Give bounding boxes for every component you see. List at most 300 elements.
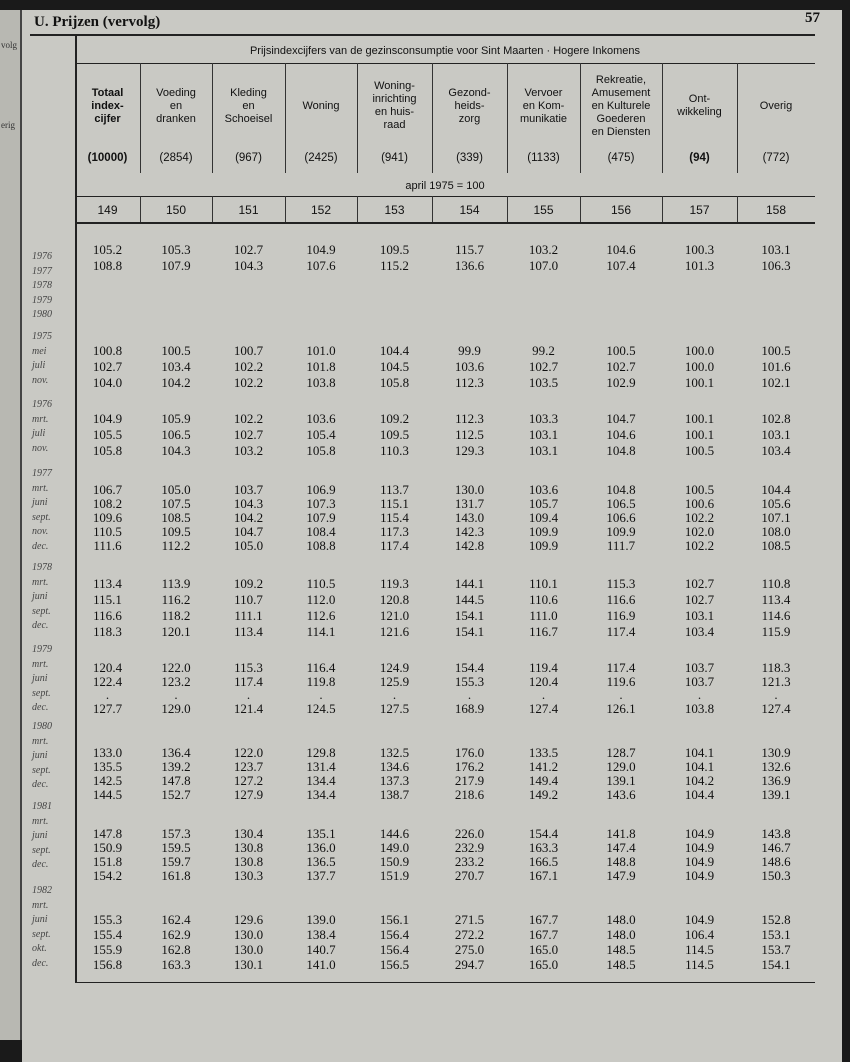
row-label: mei [32,345,47,357]
table-cell: 148.8 [606,854,636,869]
table-cell: 103.6 [454,359,485,374]
row-label: 1978 [32,562,52,573]
table-cell: . [246,687,251,702]
table-cell: 110.6 [529,592,558,607]
column-weight: (2425) [304,152,338,164]
table-cell: 119.8 [306,673,336,689]
table-cell: 136.4 [161,745,191,760]
table-cell: 105.8 [306,443,336,458]
table-cell: 114.5 [685,942,714,957]
table-cell: 108.0 [761,524,791,539]
table-cell: 105.8 [92,443,123,458]
row-label: dec. [32,779,49,790]
table-cell: 168.9 [454,700,485,716]
column-header [212,87,285,126]
table-cell: 108.4 [306,524,336,539]
table-cell: 143.8 [761,826,791,841]
table-cell: 115.1 [380,496,409,511]
table-cell: 103.1 [684,608,715,623]
table-cell: 116.7 [529,624,558,639]
column-header-line: Amusement [591,86,651,99]
table-cell: 121.3 [761,673,791,689]
table-cell: 150.3 [761,868,791,883]
table-cell: 127.7 [92,700,123,716]
table-cell: 114.1 [306,624,336,639]
table-cell: 101.3 [684,258,715,273]
column-header-line: zorg [458,112,481,125]
row-label: mrt. [32,658,49,670]
table-cell: 104.3 [161,443,191,458]
table-cell: 104.4 [379,343,410,358]
table-cell: 134.6 [379,759,410,774]
table-cell: 116.2 [161,592,191,607]
table-cell: 112.3 [455,375,484,390]
column-weight: (10000) [87,152,128,164]
row-label-group [32,330,52,388]
table-cell: 104.3 [233,258,264,273]
table-cell: 113.4 [761,592,791,607]
base-period: april 1975 = 100 [405,180,485,192]
table-cell: 106.9 [306,482,336,497]
table-cell: 129.3 [454,443,485,458]
table-cell: 117.4 [380,538,409,553]
column-number: 151 [238,203,259,217]
table-cell: 106.5 [606,496,636,511]
table-cell: 144.5 [454,592,485,607]
table-cell: 233.2 [454,854,485,869]
column-header-line: en [242,99,255,112]
table-cell: 115.3 [234,660,263,675]
column-weight: (772) [762,152,790,164]
table-cell: 275.0 [454,942,485,957]
previous-page-edge [0,10,22,1040]
column-header-line: Ont- [688,93,711,105]
table-cell: 102.0 [684,524,715,539]
table-cell: 102.2 [233,375,264,390]
table-cell: 167.1 [528,868,559,883]
row-label: mrt. [32,482,49,494]
table-cell: 144.6 [379,826,410,841]
row-label: nov. [32,374,49,386]
column-header-line: Woning [302,99,340,112]
table-cell: 109.2 [233,576,264,591]
row-label-group [32,643,52,716]
table-cell: 144.5 [92,787,123,802]
table-cell: 100.0 [684,359,715,374]
table-cell: 103.3 [528,411,559,426]
table-cell: 117.4 [234,673,263,689]
column-weight: (967) [235,152,262,164]
table-cell: 118.3 [761,660,791,675]
table-cell: 122.4 [92,673,123,689]
table-cell: 112.5 [455,427,484,442]
table-cell: 156.8 [92,957,123,972]
table-cell: 118.2 [161,608,191,623]
table-cell: 294.7 [454,957,485,972]
row-label: nov. [32,442,49,454]
table-cell: 103.8 [684,700,715,716]
table-cell: 104.3 [233,496,264,511]
table-cell: 112.6 [306,608,336,623]
table-cell: 133.0 [92,745,123,760]
table-cell: 130.8 [233,840,264,855]
table-cell: 102.7 [528,359,559,374]
table-cell: 110.7 [234,592,263,607]
table-cell: 103.7 [684,660,715,675]
row-label-group [32,398,52,456]
table-cell: 100.5 [161,343,191,358]
table-cell: 114.5 [685,957,714,972]
column-number: 149 [97,203,118,217]
table-cell: 103.7 [233,482,264,497]
table-cell: 129.8 [306,745,336,760]
row-label: 1981 [32,801,52,812]
table-cell: 102.1 [761,375,791,390]
table-cell: 102.7 [606,359,636,374]
table-cell: 102.2 [233,411,264,426]
row-label: sept. [32,605,51,617]
table-cell: 106.5 [161,427,191,442]
row-label: okt. [32,943,47,954]
table-cell: 117.4 [606,624,636,639]
table-cell: 105.4 [306,427,336,442]
table-cell: 150.9 [92,840,123,855]
table-cell: 147.9 [606,868,636,883]
table-cell: 107.9 [161,258,191,273]
table-cell: 130.8 [233,854,264,869]
table-cell: 104.0 [92,375,123,390]
row-label: dec. [32,957,49,969]
table-cell: 166.5 [528,854,559,869]
table-cell: 105.0 [233,538,264,553]
column-number: 157 [689,203,710,217]
table-cell: 153.7 [761,942,791,957]
table-cell: 110.8 [761,576,791,591]
table-cell: 148.5 [606,957,636,972]
table-cell: 107.0 [528,258,559,273]
table-cell: 110.1 [529,576,558,591]
table-cell: 108.8 [306,538,336,553]
table-cell: 149.2 [528,787,559,802]
row-label: 1977 [32,265,52,277]
table-cell: 116.4 [306,660,336,675]
table-cell: 106.6 [606,510,636,525]
table-cell: 107.3 [306,496,336,511]
table-cell: 162.4 [161,912,191,927]
page-number: 57 [805,10,820,26]
table-cell: . [174,687,178,702]
table-cell: 106.3 [761,258,791,273]
row-label: sept. [32,687,51,699]
row-label: mrt. [32,815,49,827]
table-cell: 119.4 [529,660,558,675]
table-cell: 132.5 [379,745,410,760]
table-cell: 105.6 [761,496,791,511]
table-cell: 117.4 [606,660,636,675]
table-cell: 103.5 [528,375,559,390]
table-cell: . [619,687,623,702]
table-cell: 146.7 [761,840,791,855]
column-header-line: Kleding [230,86,267,99]
table-cell: 138.4 [306,927,336,942]
row-label: 1975 [32,331,52,342]
table-cell: 120.4 [528,673,559,689]
table-cell: 104.8 [606,482,636,497]
table-cell: 139.1 [761,787,791,802]
table-cell: 101.6 [761,359,791,374]
table-cell: 162.9 [161,927,191,942]
fragment: erig [1,120,15,130]
row-label: nov. [32,526,49,537]
table-cell: 100.1 [684,427,715,442]
table-cell: 167.7 [528,927,559,942]
column-header-line: Vervoer [524,86,563,99]
column-header [140,87,212,126]
table-cell: 103.1 [528,427,559,442]
table-cell: 155.3 [92,912,123,927]
table-cell: 103.8 [306,375,336,390]
table-cell: 154.1 [761,957,791,972]
table-cell: . [541,687,546,702]
table-cell: 148.0 [606,927,636,942]
table-cell: 115.1 [93,592,122,607]
column-number: 154 [459,203,480,217]
column-number: 158 [765,203,787,217]
table-cell: 100.5 [684,482,715,497]
table-cell: 115.7 [455,242,484,257]
table-cell: 161.8 [161,868,191,883]
table-cell: 154.2 [92,868,123,883]
column-header-line: raad [383,119,406,131]
table-cell: 140.7 [306,942,336,957]
table-cell: 163.3 [528,840,559,855]
row-label: juni [32,830,48,841]
table-cell: 102.7 [233,242,264,257]
column-header [75,87,140,126]
table-cell: 151.8 [92,854,123,869]
table-cell: 123.7 [233,759,264,774]
table-cell: 122.0 [233,745,264,760]
table-cell: 136.6 [454,258,485,273]
table-cell: 103.6 [528,482,559,497]
table-cell: 104.1 [684,759,715,774]
table-cell: 127.4 [761,700,791,716]
table-caption: Prijsindexcijfers van de gezinsconsumptie voor Sint Maarten · Hogere Inkomens [249,45,641,57]
table-cell: 116.6 [606,592,636,607]
table-cell: 155.4 [92,927,123,942]
column-header-line: en Kulturele [591,99,651,112]
table-cell: 116.6 [93,608,122,623]
table-cell: 103.6 [306,411,336,426]
row-label: mrt. [32,576,49,588]
table-cell: 109.9 [528,538,559,553]
table-cell: 120.1 [161,624,191,639]
column-weight: (941) [381,152,408,164]
divider [75,63,815,64]
table-cell: 121.4 [233,700,264,716]
row-label: juli [32,360,46,371]
table-cell: 133.5 [528,745,559,760]
row-label: 1977 [32,468,52,479]
table-cell: 156.5 [379,957,410,972]
table-cell: 270.7 [454,868,485,883]
table-cell: 127.9 [233,787,264,802]
row-label: 1982 [32,885,52,896]
table-cell: 104.1 [684,745,715,760]
top-rule [30,34,815,36]
table-cell: 162.8 [161,942,191,957]
table-cell: 101.8 [306,359,336,374]
table-cell: 110.5 [93,524,122,539]
table-cell: 113.4 [234,624,263,639]
table-cell: 107.4 [606,258,636,273]
table-cell: 136.5 [306,854,336,869]
table-cell: 103.4 [761,443,791,458]
column-header-line: Voeding [156,86,196,99]
table-cell: 167.7 [528,912,559,927]
table-cell: 100.8 [92,343,123,358]
table-cell: 130.4 [233,826,264,841]
table-cell: 112.0 [306,592,336,607]
table-cell: 100.1 [684,411,715,426]
table-cell: 111.7 [606,538,636,553]
table-cell: 105.3 [161,242,191,257]
table-cell: 159.7 [161,854,191,869]
table-cell: 100.7 [233,343,264,358]
table-cell: 104.7 [233,524,264,539]
table-cell: 138.7 [379,787,410,802]
table-cell: 115.2 [380,258,409,273]
table-cell: 104.2 [161,375,191,390]
table-cell: 109.9 [528,524,559,539]
table-cell: 105.9 [161,411,191,426]
table-cell: 100.5 [606,343,636,358]
table-cell: 157.3 [161,826,191,841]
table-cell: 147.8 [161,773,191,788]
table-cell: 102.9 [606,375,636,390]
table-cell: 104.9 [684,868,715,883]
table-cell: 165.0 [528,957,559,972]
table-cell: 130.3 [233,868,264,883]
table-cell: 165.0 [528,942,559,957]
table-cell: 119.6 [606,673,636,689]
table-cell: 110.3 [380,443,409,458]
column-header-line: heids- [454,99,485,112]
table-cell: 102.8 [761,411,791,426]
table-cell: 154.1 [454,624,485,639]
column-weight: (339) [456,152,483,164]
table-cell: 155.9 [92,942,123,957]
table-cell: 139.0 [306,912,336,927]
table-cell: 102.2 [684,538,715,553]
table-cell: 121.0 [379,608,410,623]
table-cell: 108.8 [92,258,123,273]
table-cell: 104.7 [606,411,636,426]
row-label: juni [32,497,48,508]
table-cell: 156.1 [379,912,410,927]
row-label: mrt. [32,413,49,425]
table-cell: 115.9 [761,624,791,639]
table-cell: 115.3 [606,576,636,591]
table-cell: 139.2 [161,759,191,774]
table-cell: 104.4 [761,482,791,497]
table-cell: 127.2 [233,773,264,788]
column-header [580,74,662,139]
table-cell: 125.9 [379,673,410,689]
column-header-line: Goederen [596,112,646,125]
table-cell: 104.2 [233,510,264,525]
table-cell: 103.4 [161,359,191,374]
table-cell: 111.0 [529,608,558,623]
table-cell: 100.5 [761,343,791,358]
table-cell: 100.6 [684,496,715,511]
table-cell: 104.6 [606,427,636,442]
row-label: sept. [32,928,51,940]
table-cell: 102.7 [233,427,264,442]
table-cell: 108.5 [161,510,191,525]
table-cell: 104.8 [606,443,636,458]
column-header-line: en [169,99,183,112]
table-cell: 101.0 [306,343,336,358]
table-cell: 123.2 [161,673,191,689]
column-header-line: en huis- [374,106,415,118]
row-label: sept. [32,511,51,523]
column-weight: (94) [689,152,710,164]
row-label: juni [32,914,48,925]
table-cell: 104.2 [684,773,715,788]
table-cell: 100.0 [684,343,715,358]
divider [75,196,815,197]
table-cell: 134.4 [306,773,336,788]
table-cell: 217.9 [454,773,485,788]
table-cell: 152.8 [761,912,791,927]
column-header-line: dranken [156,112,196,125]
table-cell: 156.4 [379,927,410,942]
table-cell: 155.3 [454,673,485,689]
table-cell: 154.4 [528,826,559,841]
row-label-group [32,250,52,323]
column-header-line: Schoeisel [224,112,273,125]
table-cell: 105.0 [161,482,191,497]
table-cell: 110.5 [306,576,336,591]
table-cell: 104.9 [684,840,715,855]
row-label: sept. [32,844,51,856]
row-label-group [32,800,52,873]
table-cell: 111.6 [93,538,122,553]
row-label: juli [32,428,46,439]
fragment: volg [1,40,18,50]
table-cell: 149.0 [379,840,410,855]
row-label: dec. [32,859,49,870]
table-cell: 106.4 [684,927,715,942]
row-label: juni [32,673,48,684]
table-cell: 104.9 [684,912,715,927]
table-cell: 126.1 [606,700,636,716]
table-cell: . [319,687,323,702]
row-label: 1979 [32,294,52,306]
column-number: 153 [384,203,405,217]
table-cell: 141.0 [306,957,336,972]
table-cell: 99.9 [458,343,481,358]
table-cell: 153.1 [761,927,791,942]
table-cell: 114.6 [761,608,791,623]
column-header-line: index- [91,99,124,112]
table-cell: 102.7 [92,359,123,374]
table-cell: 154.4 [454,660,485,675]
table-cell: 120.4 [92,660,123,675]
table-cell: 143.6 [606,787,636,802]
column-header-line: Totaal [91,86,124,99]
